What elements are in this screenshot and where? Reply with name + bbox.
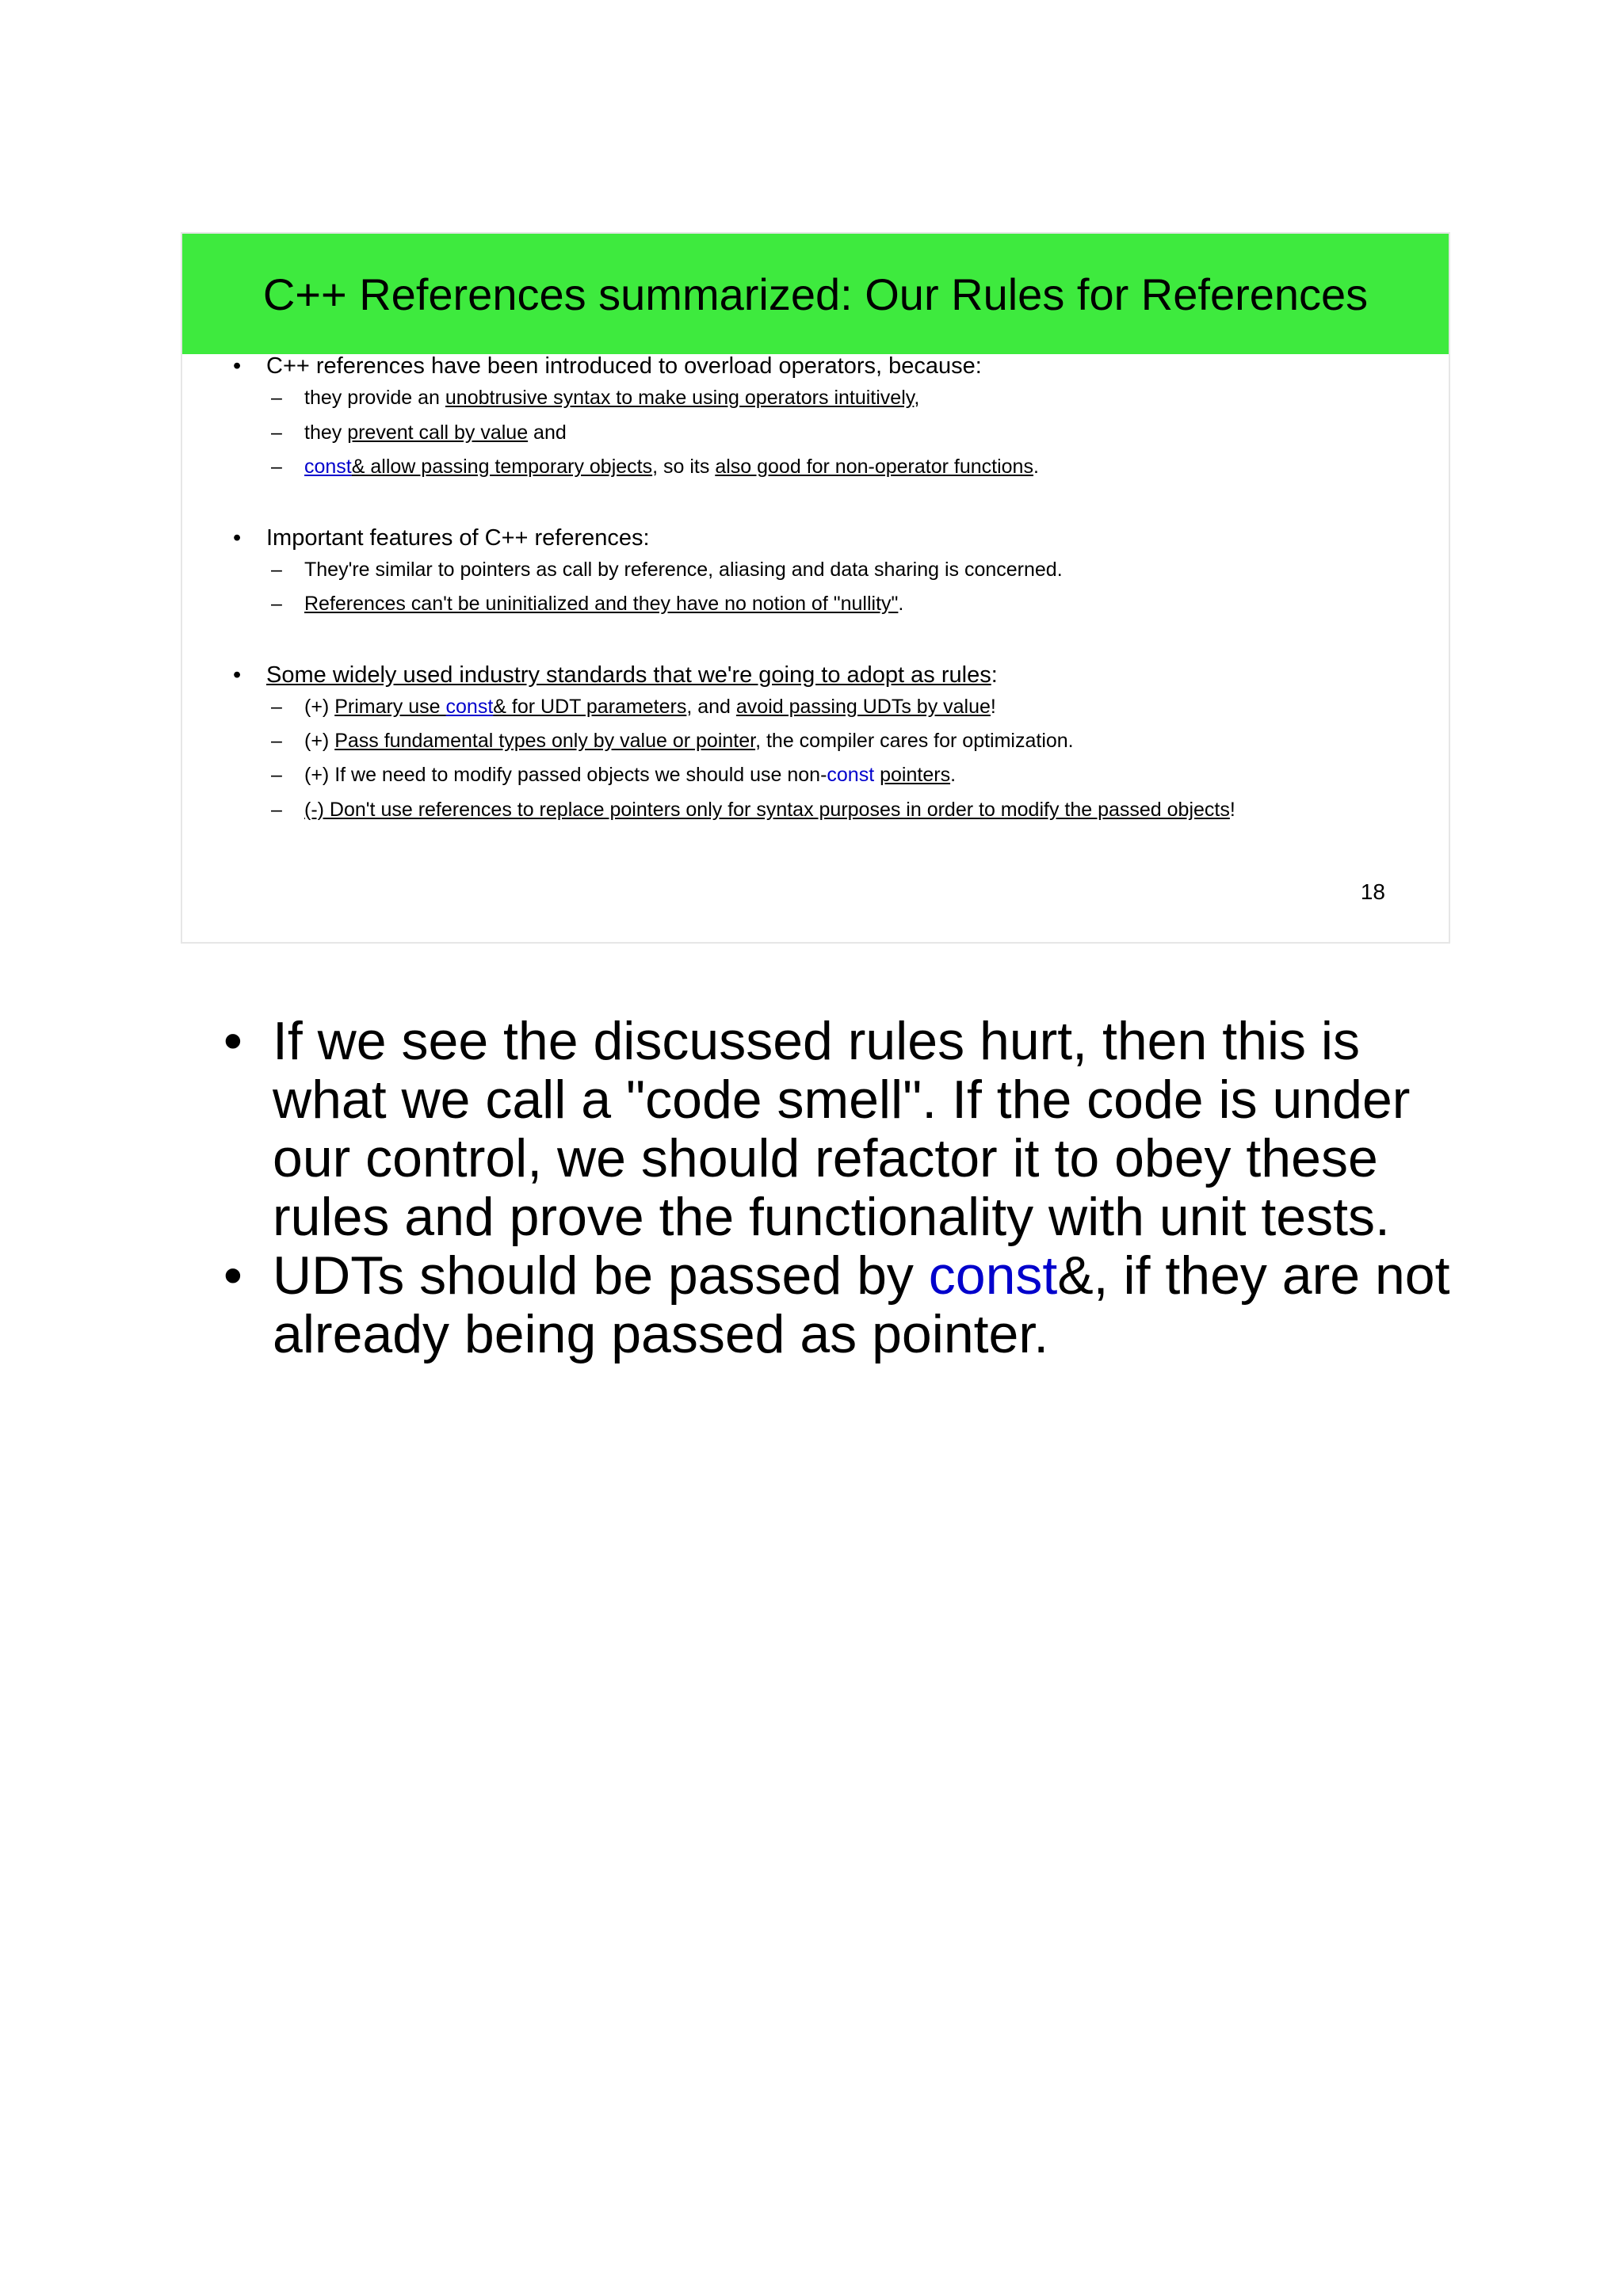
text-run: . bbox=[950, 764, 957, 786]
text-run: they bbox=[304, 421, 348, 444]
text-run: ! bbox=[1229, 799, 1235, 821]
bullet-icon: • bbox=[233, 525, 242, 551]
text-run: , the compiler cares for optimization. bbox=[755, 730, 1074, 752]
sub-bullet-text bbox=[304, 797, 1235, 822]
slide-body bbox=[182, 234, 1449, 942]
bullet-icon: • bbox=[233, 662, 242, 688]
sub-bullet-text bbox=[304, 728, 1074, 753]
text-run: ! bbox=[990, 696, 996, 718]
underlined-text: prevent call by value bbox=[347, 421, 529, 444]
underlined-text: References can't be uninitialized and they have no notion of "nullity" bbox=[304, 593, 899, 615]
dash-icon: – bbox=[271, 456, 282, 478]
dash-icon: – bbox=[271, 696, 282, 718]
underlined-text: (-) Don't use references to replace pointers only for syntax purposes in order to modify the passed objects bbox=[304, 799, 1230, 821]
keyword-const: const bbox=[445, 696, 494, 718]
page-number: 18 bbox=[1360, 879, 1385, 904]
text-run: , so its bbox=[652, 456, 716, 478]
sub-bullet-text bbox=[304, 591, 903, 616]
note-code-smell bbox=[223, 1012, 1460, 1246]
underlined-text: Some widely used industry standards that we're going to adopt as rules bbox=[266, 662, 991, 688]
note-text: If we see the discussed rules hurt, then this is what we call a "code smell". If the code is under our control, we should refactor it to obey these rules and prove the functionality with unit tests. bbox=[273, 1011, 1411, 1247]
underlined-text: pointers bbox=[880, 764, 951, 786]
underlined-text: & allow passing temporary objects bbox=[351, 456, 653, 478]
keyword-const: const bbox=[928, 1245, 1058, 1306]
underlined-text: avoid passing UDTs by value bbox=[735, 696, 991, 718]
bullet-text: Important features of C++ references: bbox=[266, 525, 650, 551]
sub-bullet-text bbox=[304, 694, 996, 719]
underlined-text: unobtrusive syntax to make using operators intuitively bbox=[445, 387, 915, 409]
text-run: UDTs should be passed by bbox=[273, 1245, 929, 1306]
slide-title: C++ References summarized: Our Rules for References bbox=[262, 269, 1369, 319]
dash-icon: – bbox=[271, 387, 282, 409]
dash-icon: – bbox=[271, 764, 282, 786]
text-run: (+) bbox=[304, 730, 335, 752]
text-run: , and bbox=[686, 696, 736, 718]
underlined-text: also good for non-operator functions bbox=[715, 456, 1033, 478]
sub-bullet-text: They're similar to pointers as call by reference, aliasing and data sharing is concerned. bbox=[304, 559, 1063, 581]
text-run: &, if they are not already being passed as pointer. bbox=[273, 1245, 1450, 1364]
text-run: , bbox=[914, 387, 920, 409]
bullet-text: C++ references have been introduced to overload operators, because: bbox=[266, 353, 982, 379]
sub-bullet-text bbox=[304, 385, 919, 410]
underlined-text: & for UDT parameters bbox=[493, 696, 687, 718]
text-run: and bbox=[528, 421, 567, 444]
sub-bullet-text bbox=[304, 454, 1039, 479]
bullet-icon: • bbox=[233, 353, 242, 379]
underlined-text: Primary use bbox=[334, 696, 446, 718]
speaker-notes bbox=[223, 1012, 1460, 1363]
keyword-const: const bbox=[827, 764, 875, 786]
dash-icon: – bbox=[271, 559, 282, 581]
dash-icon: – bbox=[271, 799, 282, 821]
bullet-icon: • bbox=[223, 1011, 242, 1071]
text-run: (+) bbox=[304, 696, 335, 718]
keyword-const: const bbox=[304, 456, 352, 478]
bullet-text bbox=[266, 661, 998, 689]
text-run: . bbox=[1033, 456, 1039, 478]
slide bbox=[181, 232, 1450, 944]
dash-icon: – bbox=[271, 730, 282, 752]
sub-bullet-text bbox=[304, 762, 956, 788]
text-run: (+) If we need to modify passed objects we should use non- bbox=[304, 764, 827, 786]
text-run: : bbox=[991, 662, 998, 688]
underlined-text: Pass fundamental types only by value or pointer bbox=[334, 730, 756, 752]
dash-icon: – bbox=[271, 421, 282, 444]
text-run: . bbox=[898, 593, 904, 615]
bullet-icon: • bbox=[223, 1245, 242, 1306]
note-udts-const-ref bbox=[223, 1246, 1460, 1363]
dash-icon: – bbox=[271, 593, 282, 615]
text-run: they provide an bbox=[304, 387, 445, 409]
sub-bullet-text bbox=[304, 420, 567, 445]
note-text bbox=[273, 1245, 1450, 1364]
